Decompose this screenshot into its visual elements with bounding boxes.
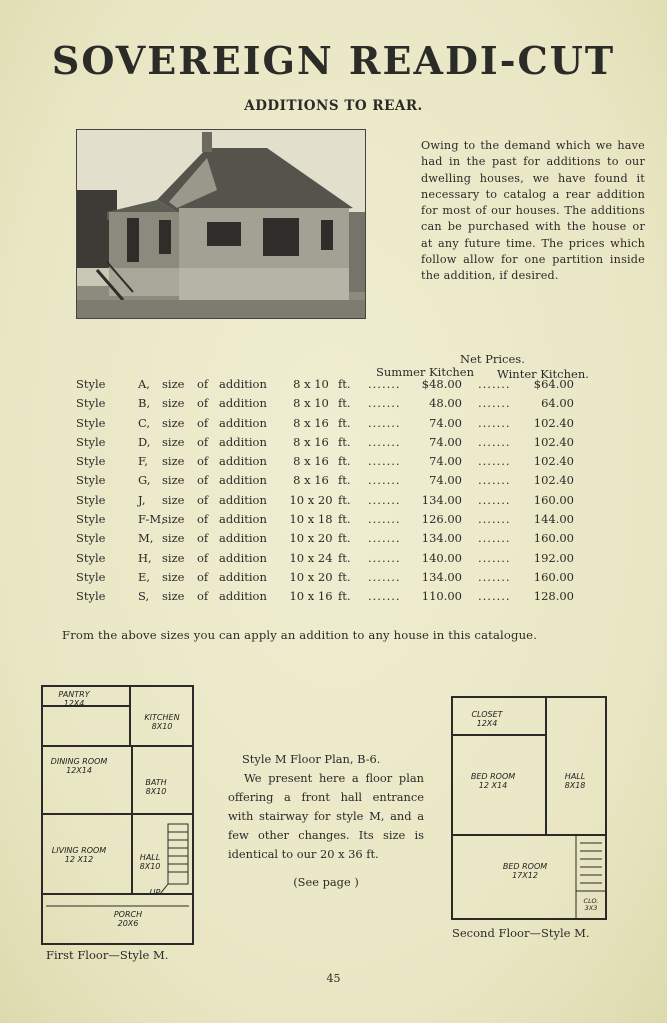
style-cell: Style xyxy=(76,512,106,527)
dimension-cell: 8 x 16 xyxy=(293,434,329,449)
style-letter-cell: S, xyxy=(138,589,150,604)
dimension-cell: 10 x 20 xyxy=(289,531,333,546)
winter-kitchen-header: Winter Kitchen. xyxy=(497,367,589,381)
winter-price-cell: 64.00 xyxy=(541,396,574,411)
bed-room-2-label: BED ROOM 17X12 xyxy=(502,862,548,880)
leader-dots: ....... xyxy=(368,531,401,546)
style-cell: Style xyxy=(76,377,106,391)
ft-cell: ft. xyxy=(338,569,351,584)
leader-dots: ....... xyxy=(478,492,511,507)
of-word-cell: of xyxy=(197,473,209,488)
summer-price-cell: 126.00 xyxy=(421,512,462,527)
summer-price-cell: 134.00 xyxy=(421,531,462,546)
summer-price-cell: 74.00 xyxy=(429,454,462,469)
table-row xyxy=(76,529,596,548)
size-word-cell: size xyxy=(162,550,185,565)
bed-room-1-label: BED ROOM 12 X14 xyxy=(470,772,516,790)
leader-dots: ....... xyxy=(368,492,401,507)
net-prices-heading: Net Prices. xyxy=(460,352,525,366)
table-row xyxy=(76,452,596,471)
style-letter-cell: D, xyxy=(138,434,151,449)
addition-word-cell: addition xyxy=(219,454,267,469)
style-letter-cell: A, xyxy=(138,377,150,391)
leader-dots: ....... xyxy=(478,512,511,527)
second-floor-plan xyxy=(450,695,610,925)
size-word-cell: size xyxy=(162,377,185,391)
of-word-cell: of xyxy=(197,377,209,391)
house-photo xyxy=(76,129,366,319)
size-word-cell: size xyxy=(162,531,185,546)
style-cell: Style xyxy=(76,396,106,411)
leader-dots: ....... xyxy=(368,396,401,411)
of-word-cell: of xyxy=(197,550,209,565)
ft-cell: ft. xyxy=(338,434,351,449)
dimension-cell: 10 x 20 xyxy=(289,569,333,584)
floor-plan-description xyxy=(228,750,424,892)
leader-dots: ....... xyxy=(368,550,401,565)
table-row xyxy=(76,471,596,490)
summer-price-cell: 134.00 xyxy=(421,492,462,507)
table-row xyxy=(76,375,596,394)
addition-word-cell: addition xyxy=(219,492,267,507)
summer-price-cell: 74.00 xyxy=(429,434,462,449)
winter-price-cell: $64.00 xyxy=(533,377,574,391)
size-word-cell: size xyxy=(162,454,185,469)
winter-price-cell: 192.00 xyxy=(533,550,574,565)
intro-paragraph: Owing to the demand which we have had in the past for additions to our dwelling houses, we have found it necessary to catalog a rear addition for most of our houses. The additions can be purchased with the house or at any future time. The prices which follow allow for one partition inside the addition, if desired. xyxy=(421,139,645,283)
clo-label: CLO. 3X3 xyxy=(583,897,599,912)
size-word-cell: size xyxy=(162,396,185,411)
summer-kitchen-header: Summer Kitchen xyxy=(376,365,475,379)
table-row xyxy=(76,394,596,413)
style-cell: Style xyxy=(76,434,106,449)
style-letter-cell: B, xyxy=(138,396,151,411)
dining-room-label: DINING ROOM 12X14 xyxy=(50,757,108,775)
style-cell: Style xyxy=(76,492,106,507)
size-word-cell: size xyxy=(162,415,185,430)
leader-dots: ....... xyxy=(368,415,401,430)
upper-hall-label: HALL 8X18 xyxy=(564,772,586,790)
dimension-cell: 10 x 16 xyxy=(289,589,333,604)
dimension-cell: 8 x 16 xyxy=(293,415,329,430)
style-letter-cell: J, xyxy=(138,492,146,507)
leader-dots: ....... xyxy=(368,512,401,527)
ft-cell: ft. xyxy=(338,589,351,604)
dimension-cell: 10 x 20 xyxy=(289,492,333,507)
pantry-label: PANTRY 12X4 xyxy=(58,690,90,708)
style-cell: Style xyxy=(76,415,106,430)
addition-word-cell: addition xyxy=(219,396,267,411)
dimension-cell: 8 x 16 xyxy=(293,473,329,488)
winter-price-cell: 160.00 xyxy=(533,531,574,546)
summer-price-cell: 134.00 xyxy=(421,569,462,584)
table-row xyxy=(76,549,596,568)
addition-word-cell: addition xyxy=(219,512,267,527)
table-row xyxy=(76,414,596,433)
leader-dots: ....... xyxy=(478,454,511,469)
leader-dots: ....... xyxy=(478,415,511,430)
style-letter-cell: F, xyxy=(138,454,148,469)
of-word-cell: of xyxy=(197,492,209,507)
of-word-cell: of xyxy=(197,454,209,469)
summer-price-cell: 110.00 xyxy=(421,589,462,604)
addition-word-cell: addition xyxy=(219,569,267,584)
size-word-cell: size xyxy=(162,434,185,449)
ft-cell: ft. xyxy=(338,454,351,469)
addition-word-cell: addition xyxy=(219,377,267,391)
summer-price-cell: $48.00 xyxy=(421,377,462,391)
ft-cell: ft. xyxy=(338,531,351,546)
style-cell: Style xyxy=(76,550,106,565)
size-word-cell: size xyxy=(162,512,185,527)
addition-word-cell: addition xyxy=(219,589,267,604)
style-cell: Style xyxy=(76,569,106,584)
dimension-cell: 10 x 24 xyxy=(289,550,333,565)
porch-label: PORCH 20X6 xyxy=(113,910,143,928)
dimension-cell: 8 x 10 xyxy=(293,377,329,391)
of-word-cell: of xyxy=(197,434,209,449)
size-word-cell: size xyxy=(162,473,185,488)
of-word-cell: of xyxy=(197,589,209,604)
size-word-cell: size xyxy=(162,589,185,604)
table-row xyxy=(76,587,596,606)
dimension-cell: 8 x 16 xyxy=(293,454,329,469)
leader-dots: ....... xyxy=(478,569,511,584)
size-word-cell: size xyxy=(162,569,185,584)
leader-dots: ....... xyxy=(478,589,511,604)
style-letter-cell: M, xyxy=(138,531,154,546)
ft-cell: ft. xyxy=(338,550,351,565)
ft-cell: ft. xyxy=(338,396,351,411)
winter-price-cell: 102.40 xyxy=(533,473,574,488)
leader-dots: ....... xyxy=(368,569,401,584)
of-word-cell: of xyxy=(197,531,209,546)
winter-price-cell: 102.40 xyxy=(533,454,574,469)
addition-word-cell: addition xyxy=(219,550,267,565)
ft-cell: ft. xyxy=(338,512,351,527)
summer-price-cell: 74.00 xyxy=(429,473,462,488)
table-row xyxy=(76,491,596,510)
dimension-cell: 8 x 10 xyxy=(293,396,329,411)
addition-word-cell: addition xyxy=(219,473,267,488)
leader-dots: ....... xyxy=(478,377,511,391)
addition-word-cell: addition xyxy=(219,434,267,449)
page-number: 45 xyxy=(326,972,341,985)
winter-price-cell: 144.00 xyxy=(533,512,574,527)
style-letter-cell: C, xyxy=(138,415,151,430)
winter-price-cell: 128.00 xyxy=(533,589,574,604)
price-table xyxy=(76,375,596,607)
winter-price-cell: 102.40 xyxy=(533,434,574,449)
leader-dots: ....... xyxy=(368,473,401,488)
hall-label: HALL 8X10 xyxy=(139,853,161,871)
of-word-cell: of xyxy=(197,512,209,527)
table-row xyxy=(76,433,596,452)
winter-price-cell: 160.00 xyxy=(533,492,574,507)
closet-label: CLOSET 12X4 xyxy=(471,710,503,728)
page-title: SOVEREIGN READI-CUT xyxy=(51,38,616,83)
ft-cell: ft. xyxy=(338,473,351,488)
first-floor-caption: First Floor—Style M. xyxy=(46,948,169,962)
second-floor-caption: Second Floor—Style M. xyxy=(452,926,590,940)
addition-word-cell: addition xyxy=(219,531,267,546)
ft-cell: ft. xyxy=(338,377,351,391)
leader-dots: ....... xyxy=(478,473,511,488)
leader-dots: ....... xyxy=(368,589,401,604)
see-page-note: (See page ) xyxy=(293,875,359,889)
size-word-cell: size xyxy=(162,492,185,507)
section-subtitle: ADDITIONS TO REAR. xyxy=(244,98,423,114)
of-word-cell: of xyxy=(197,396,209,411)
leader-dots: ....... xyxy=(478,550,511,565)
winter-price-cell: 102.40 xyxy=(533,415,574,430)
floor-plan-body: We present here a floor plan offering a front hall entrance with stairway for style M, and a few other changes. Its size is identical to our 20 x 36 ft. xyxy=(228,771,424,861)
summer-price-cell: 140.00 xyxy=(421,550,462,565)
leader-dots: ....... xyxy=(478,531,511,546)
leader-dots: ....... xyxy=(368,377,401,391)
style-cell: Style xyxy=(76,473,106,488)
leader-dots: ....... xyxy=(368,434,401,449)
leader-dots: ....... xyxy=(368,454,401,469)
kitchen-label: KITCHEN 8X10 xyxy=(144,713,180,731)
leader-dots: ....... xyxy=(478,396,511,411)
dimension-cell: 10 x 18 xyxy=(289,512,333,527)
ft-cell: ft. xyxy=(338,492,351,507)
style-letter-cell: F-M, xyxy=(138,512,165,527)
winter-price-cell: 160.00 xyxy=(533,569,574,584)
floor-plan-title: Style M Floor Plan, B-6. xyxy=(242,752,381,766)
style-letter-cell: H, xyxy=(138,550,152,565)
summer-price-cell: 48.00 xyxy=(429,396,462,411)
leader-dots: ....... xyxy=(478,434,511,449)
of-word-cell: of xyxy=(197,415,209,430)
up-label: UP xyxy=(149,888,161,897)
style-cell: Style xyxy=(76,454,106,469)
style-cell: Style xyxy=(76,589,106,604)
style-letter-cell: E, xyxy=(138,569,151,584)
addition-word-cell: addition xyxy=(219,415,267,430)
style-letter-cell: G, xyxy=(138,473,151,488)
table-row xyxy=(76,568,596,587)
style-cell: Style xyxy=(76,531,106,546)
table-row xyxy=(76,510,596,529)
footnote: From the above sizes you can apply an addition to any house in this catalogue. xyxy=(62,628,538,642)
living-room-label: LIVING ROOM 12 X12 xyxy=(51,846,107,864)
ft-cell: ft. xyxy=(338,415,351,430)
bath-label: BATH 8X10 xyxy=(145,778,167,796)
of-word-cell: of xyxy=(197,569,209,584)
summer-price-cell: 74.00 xyxy=(429,415,462,430)
